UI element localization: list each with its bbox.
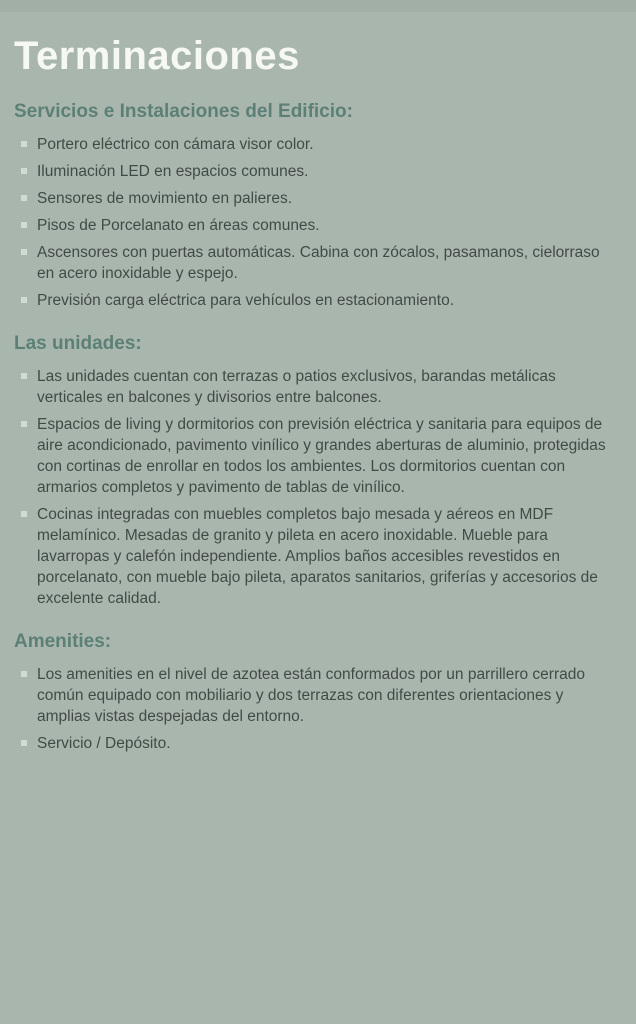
section-heading-amenities: Amenities:	[14, 631, 112, 652]
list-item-text: Sensores de movimiento en palieres.	[37, 190, 293, 207]
bullet-square-icon	[21, 297, 27, 303]
section-heading-unidades: Las unidades:	[14, 333, 142, 354]
bullet-square-icon	[21, 740, 27, 746]
list-item	[14, 414, 612, 498]
list-item-text: Iluminación LED en espacios comunes.	[37, 163, 309, 180]
list-item-text: Servicio / Depósito.	[37, 735, 171, 752]
section-amenities	[14, 631, 612, 754]
amenities-list	[14, 664, 612, 754]
list-item-text: Las unidades cuentan con terrazas o patios exclusivos, barandas metálicas verticales en balcones y divisorios entre balcones.	[37, 368, 556, 406]
list-item	[14, 366, 612, 408]
bullet-square-icon	[21, 373, 27, 379]
servicios-list	[14, 134, 612, 311]
list-item-text: Cocinas integradas con muebles completos bajo mesada y aéreos en MDF melamínico. Mesadas de granito y pileta en acero inoxidable. Mueble para lavarropas y calefón independiente. Amplios baños accesibles revestidos en porcelanato, con mueble bajo pileta, aparatos sanitarios, griferías y accesorios de excelente calidad.	[37, 506, 598, 607]
bullet-square-icon	[21, 141, 27, 147]
bullet-square-icon	[21, 195, 27, 201]
list-item	[14, 134, 612, 155]
list-item-text: Los amenities en el nivel de azotea están conformados por un parrillero cerrado común equipado con mobiliario y dos terrazas con diferentes orientaciones y amplias vistas despejadas del entorno.	[37, 666, 585, 725]
bullet-square-icon	[21, 511, 27, 517]
bullet-square-icon	[21, 249, 27, 255]
bullet-square-icon	[21, 671, 27, 677]
list-item-text: Previsión carga eléctrica para vehículos en estacionamiento.	[37, 292, 455, 309]
list-item	[14, 215, 612, 236]
list-item	[14, 242, 612, 284]
list-item	[14, 290, 612, 311]
list-item	[14, 504, 612, 609]
section-heading-servicios: Servicios e Instalaciones del Edificio:	[14, 101, 353, 122]
bullet-square-icon	[21, 168, 27, 174]
bullet-square-icon	[21, 421, 27, 427]
brochure-page	[0, 12, 636, 754]
list-item-text: Ascensores con puertas automáticas. Cabina con zócalos, pasamanos, cielorraso en acero inoxidable y espejo.	[37, 244, 600, 282]
page-title: Terminaciones	[14, 34, 300, 78]
list-item	[14, 161, 612, 182]
list-item-text: Espacios de living y dormitorios con previsión eléctrica y sanitaria para equipos de aire acondicionado, pavimento vinílico y grandes aberturas de aluminio, protegidas con cortinas de enrollar en todos los ambientes. Los dormitorios cuentan con armarios completos y pavimento de tablas de vinílico.	[37, 416, 606, 496]
list-item-text: Pisos de Porcelanato en áreas comunes.	[37, 217, 320, 234]
list-item	[14, 188, 612, 209]
section-unidades	[14, 333, 612, 609]
top-accent-band	[0, 0, 636, 12]
list-item	[14, 733, 612, 754]
list-item	[14, 664, 612, 727]
list-item-text: Portero eléctrico con cámara visor color.	[37, 136, 314, 153]
unidades-list	[14, 366, 612, 609]
bullet-square-icon	[21, 222, 27, 228]
section-servicios	[14, 101, 612, 311]
